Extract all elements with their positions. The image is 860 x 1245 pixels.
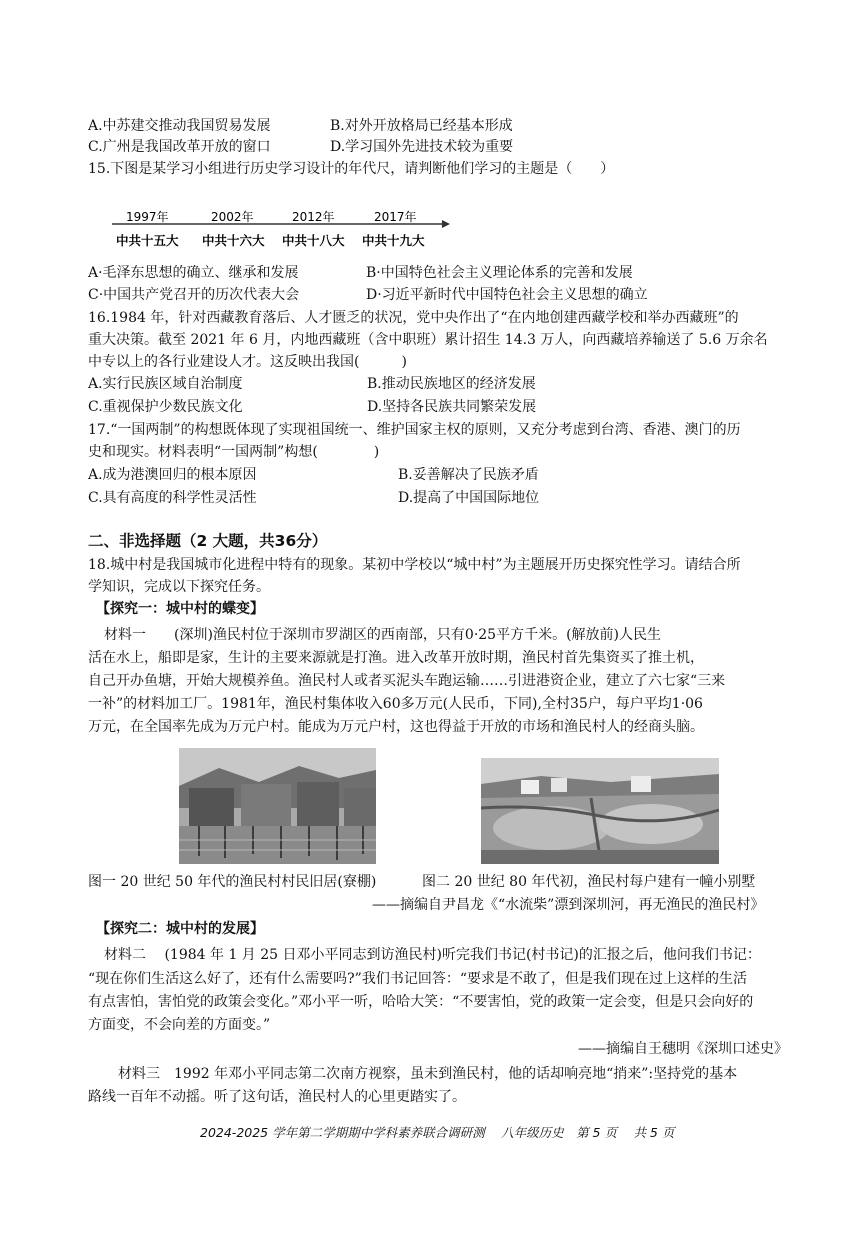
timeline-year-2012: 2012年 bbox=[292, 210, 335, 224]
timeline-arrow bbox=[442, 220, 450, 228]
q15-option-b: B·中国特色社会主义理论体系的完善和发展 bbox=[366, 265, 633, 281]
q15-stem: 15.下图是某学习小组进行历史学习设计的年代尺，请判断他们学习的主题是（ ） bbox=[88, 161, 615, 177]
figure2-photo-villas-and-ponds bbox=[481, 758, 719, 864]
figure2-illustration bbox=[481, 758, 719, 864]
timeline-ruler bbox=[112, 202, 452, 258]
figure1-caption: 图一 20 世纪 50 年代的渔民村村民旧居(寮棚) bbox=[88, 874, 377, 890]
material1-line4: 一补”的材料加工厂。1981年，渔民村集体收入60多万元(人民币，下同),全村35户，每户平均1·06 bbox=[88, 696, 703, 712]
material2-source: ——摘编自王穗明《深圳口述史》 bbox=[578, 1041, 788, 1057]
explore1-title: 【探究一：城中村的蝶变】 bbox=[96, 601, 264, 617]
timeline-year-1997: 1997年 bbox=[126, 210, 169, 224]
figure1-illustration bbox=[179, 748, 376, 864]
material2-line4: 方面变，不会向差的方面变。” bbox=[88, 1017, 271, 1033]
timeline-congress-15: 中共十五大 bbox=[116, 233, 179, 248]
q18-intro-line2: 学知识，完成以下探究任务。 bbox=[88, 579, 270, 595]
q16-stem-line1: 16.1984 年，针对西藏教育落后、人才匮乏的状况，党中央作出了“在内地创建西藏学校和举办西藏班”的 bbox=[88, 310, 739, 326]
material1-line2: 活在水上，船即是家，生计的主要来源就是打渔。进入改革开放时期，渔民村首先集资买了推土机， bbox=[88, 650, 704, 666]
timeline-year-2017: 2017年 bbox=[374, 210, 417, 224]
q17-option-d: D.提高了中国国际地位 bbox=[398, 490, 540, 506]
material1-line1: 材料一 (深圳)渔民村位于深圳市罗湖区的西南部，只有0·25平方千米。(解放前)人民生 bbox=[104, 627, 662, 643]
q15-option-c: C·中国共产党召开的历次代表大会 bbox=[88, 287, 300, 303]
q17-stem-line1: 17.“一国两制”的构想既体现了实现祖国统一、维护国家主权的原则，又充分考虑到台湾、香港、澳门的历 bbox=[88, 422, 741, 438]
material1-line3: 自己开办鱼塘，开始大规模养鱼。渔民村人或者买泥头车跑运输……引进港资企业，建立了六七家“三来 bbox=[88, 673, 726, 689]
section2-title: 二、非选择题（2 大题，共36分） bbox=[88, 532, 328, 550]
q17-option-a: A.成为港澳回归的根本原因 bbox=[88, 467, 257, 483]
explore2-title: 【探究二：城中村的发展】 bbox=[96, 921, 264, 937]
figure2-caption: 图二 20 世纪 80 年代初，渔民村每户建有一幢小别墅 bbox=[422, 874, 756, 890]
q17-stem-line2: 史和现实。材料表明“一国两制”构想( ) bbox=[88, 444, 380, 460]
q16-option-d: D.坚持各民族共同繁荣发展 bbox=[367, 399, 537, 415]
material1-line5: 万元，在全国率先成为万元户村。能成为万元户村，这也得益于开放的市场和渔民村人的经商头脑。 bbox=[88, 719, 704, 735]
material2-line2: “现在你们生活这么好了，还有什么需要吗?”我们书记回答：“要求是不敢了，但是我们现在过上这样的生活 bbox=[88, 971, 747, 987]
q14-option-d: D.学习国外先进技术较为重要 bbox=[330, 139, 514, 155]
timeline-congress-18: 中共十八大 bbox=[282, 233, 345, 248]
material3-line1: 材料三 1992 年邓小平同志第二次南方视察，虽未到渔民村，他的话却响亮地“捎来”:坚持党的基本 bbox=[118, 1066, 738, 1082]
timeline-year-2002: 2002年 bbox=[211, 210, 254, 224]
q16-option-a: A.实行民族区域自治制度 bbox=[88, 376, 243, 392]
q16-option-b: B.推动民族地区的经济发展 bbox=[367, 376, 536, 392]
material2-line1: 材料二 (1984 年 1 月 25 日邓小平同志到访渔民村)听完我们书记(村书记)的汇报之后，他问我们书记： bbox=[104, 947, 761, 963]
timeline-congress-16: 中共十六大 bbox=[202, 233, 265, 248]
q17-option-c: C.具有高度的科学性灵活性 bbox=[88, 490, 257, 506]
page-footer: 2024-2025 学年第二学期期中学科素养联合调研测 八年级历史 第 5 页 共 5 页 bbox=[200, 1125, 675, 1140]
q14-option-b: B.对外开放格局已经基本形成 bbox=[330, 118, 513, 134]
q15-option-a: A·毛泽东思想的确立、继承和发展 bbox=[88, 265, 299, 281]
figure1-photo-old-shacks bbox=[179, 748, 376, 864]
q17-option-b: B.妥善解决了民族矛盾 bbox=[398, 467, 539, 483]
q18-intro-line1: 18.城中村是我国城市化进程中特有的现象。某初中学校以“城中村”为主题展开历史探究性学习。请结合所 bbox=[88, 557, 741, 573]
material2-line3: 有点害怕，害怕党的政策会变化。”邓小平一听，哈哈大笑：“不要害怕，党的政策一定会变，但是只会向好的 bbox=[88, 994, 754, 1010]
q16-option-c: C.重视保护少数民族文化 bbox=[88, 399, 243, 415]
q14-option-c: C.广州是我国改革开放的窗口 bbox=[88, 139, 271, 155]
timeline-congress-19: 中共十九大 bbox=[362, 233, 425, 248]
material3-line2: 路线一百年不动摇。听了这句话，渔民村人的心里更踏实了。 bbox=[88, 1089, 466, 1105]
q16-stem-line3: 中专以上的各行业建设人才。这反映出我国( ) bbox=[88, 354, 407, 370]
figure-source: ——摘编自尹昌龙《“水流柴”漂到深圳河，再无渔民的渔民村》 bbox=[372, 897, 765, 913]
q14-option-a: A.中苏建交推动我国贸易发展 bbox=[88, 118, 271, 134]
q16-stem-line2: 重大决策。截至 2021 年 6 月，内地西藏班（含中职班）累计招生 14.3 万人，向西藏培养输送了 5.6 万余名 bbox=[88, 332, 768, 348]
q15-option-d: D·习近平新时代中国特色社会主义思想的确立 bbox=[366, 287, 648, 303]
